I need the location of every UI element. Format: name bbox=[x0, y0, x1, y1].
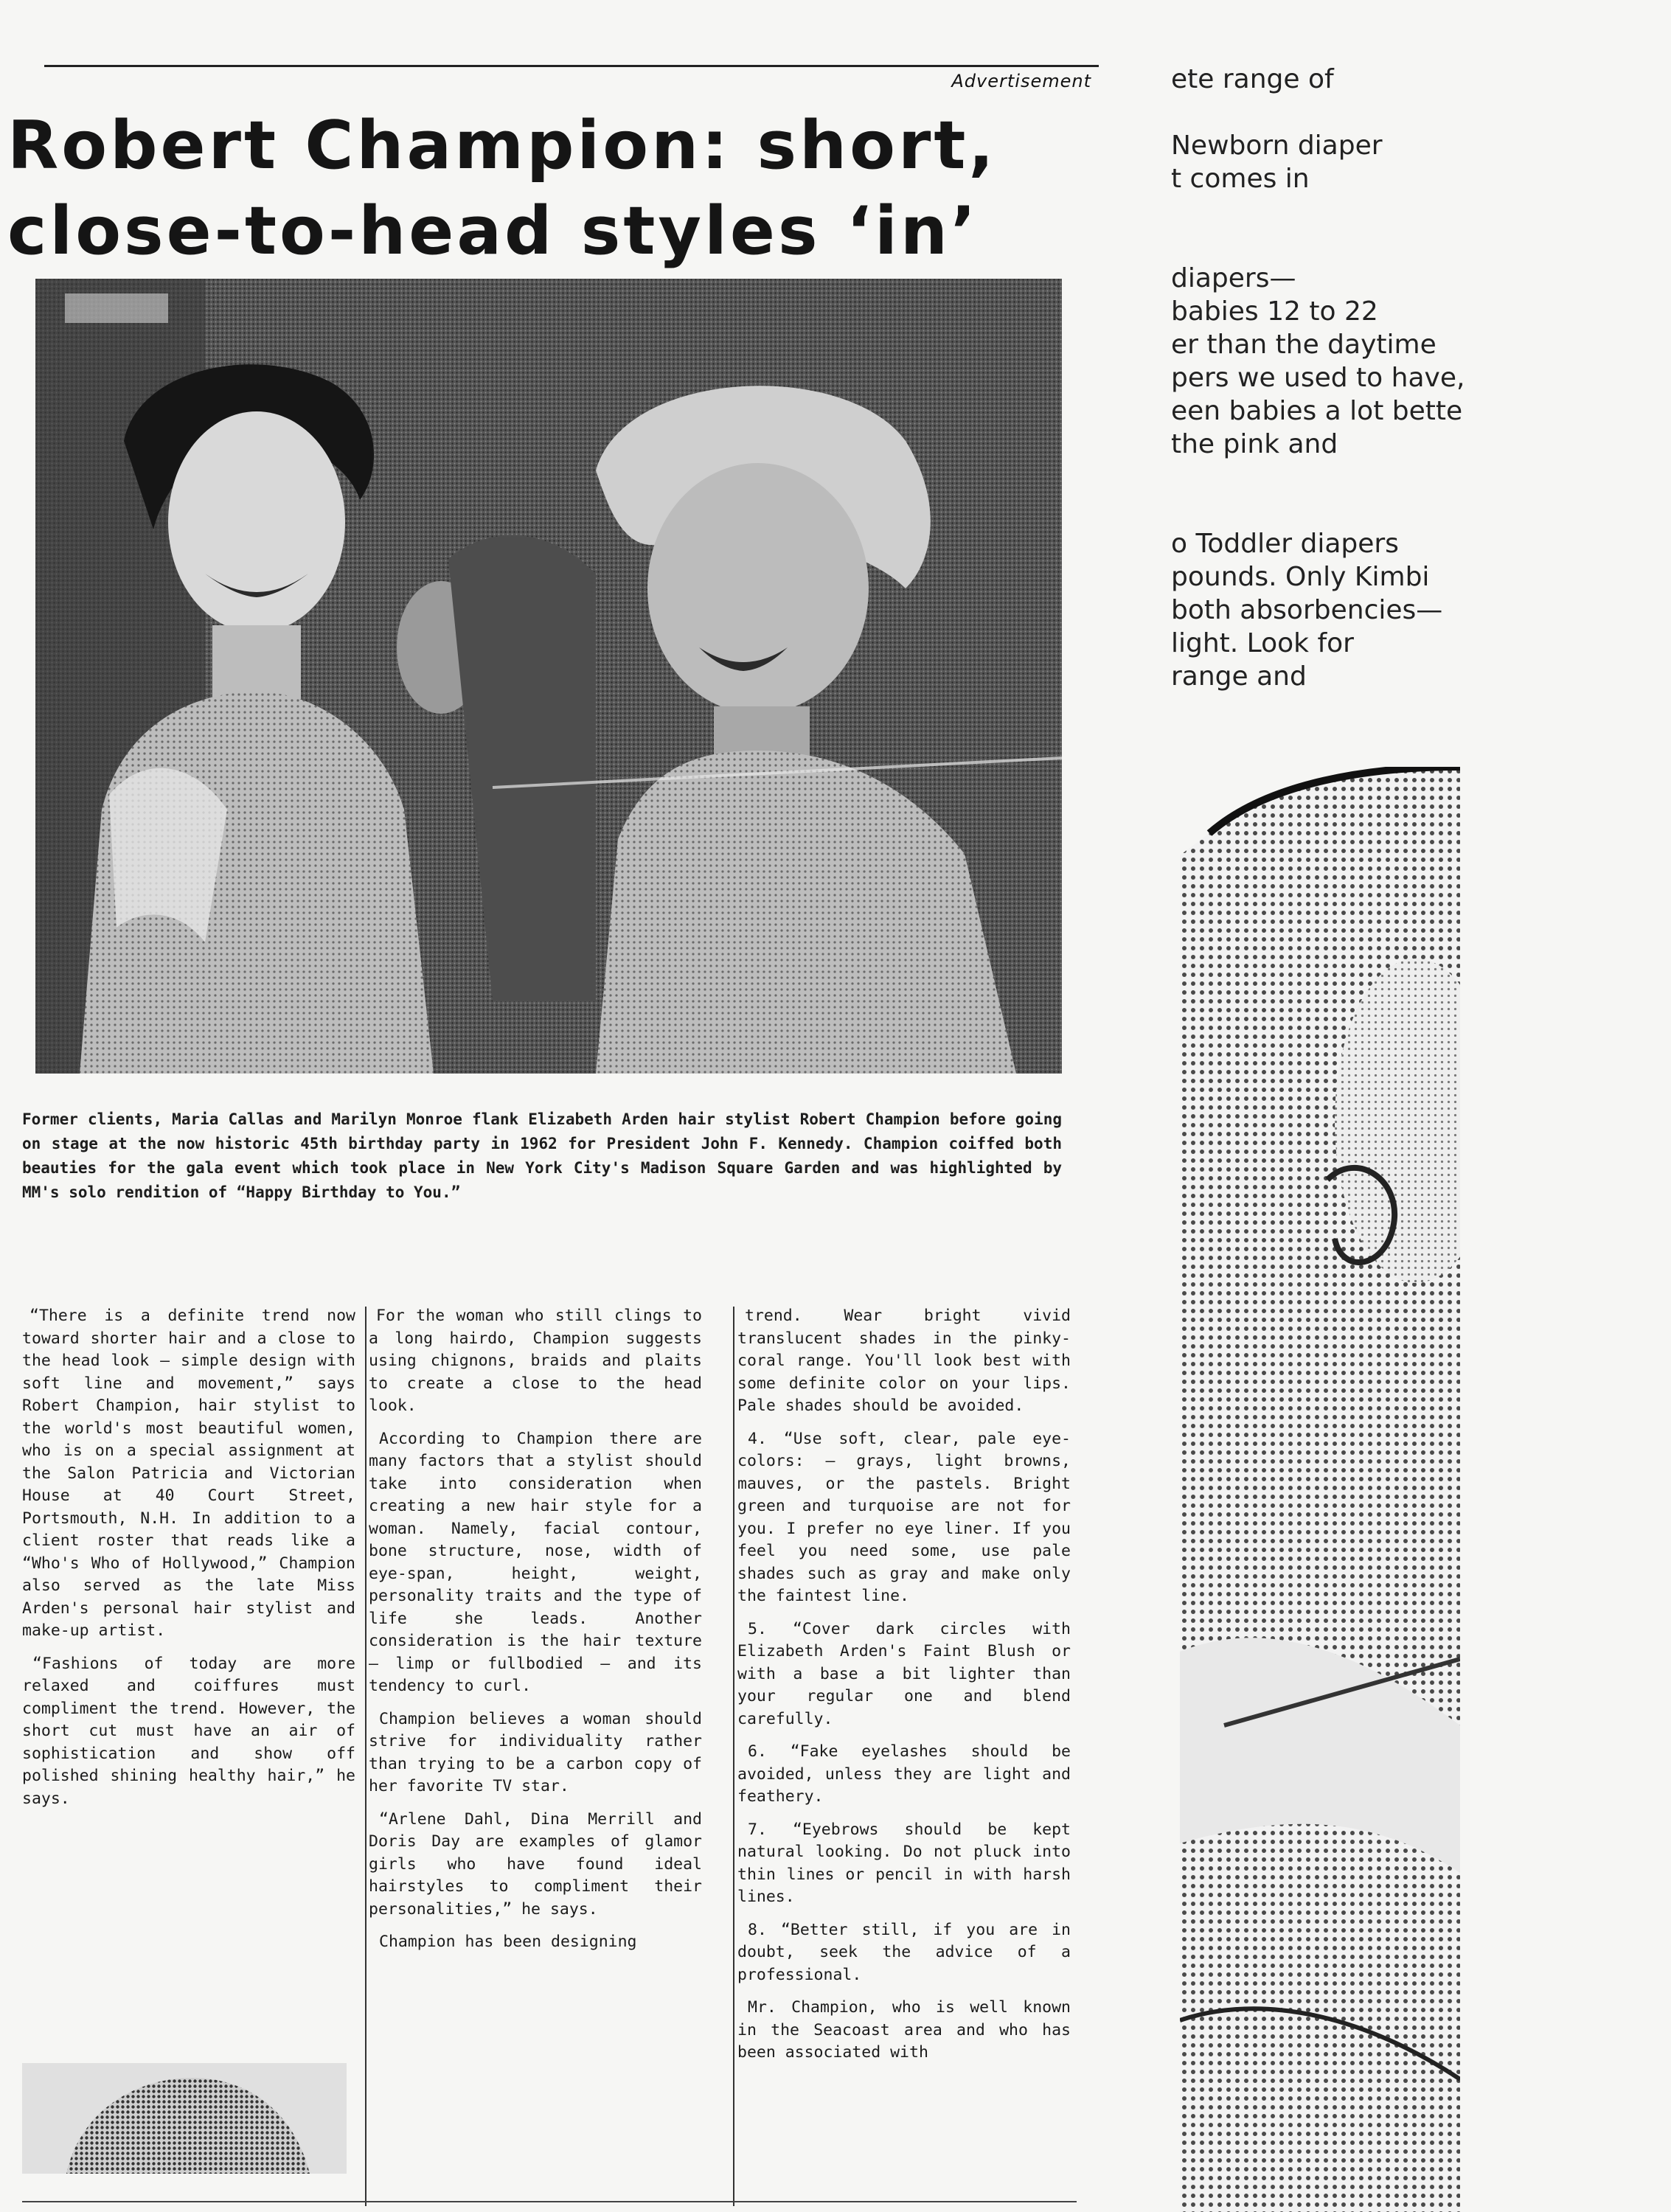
ad-line: t comes in bbox=[1171, 164, 1310, 194]
ad-line bbox=[1171, 195, 1488, 229]
top-rule bbox=[44, 65, 1099, 67]
paragraph: Champion has been designing bbox=[379, 1933, 637, 1951]
article-column-3 bbox=[737, 1305, 1071, 2190]
ad-line: the pink and bbox=[1171, 429, 1338, 459]
paragraph: trend. Wear bright vivid translucent shades in the pinky-coral range. You'll look best with some definite color on your lips. Pale shades should be avoided. bbox=[737, 1307, 1071, 1415]
ad-line: Newborn diaper bbox=[1171, 131, 1383, 161]
paragraph: 5. “Cover dark circles with Elizabeth Arden's Faint Blush or with a base a bit lighter than your regular one and blend carefully. bbox=[737, 1619, 1071, 1728]
paragraph: For the woman who still clings to a long hairdo, Champion suggests using chignons, braids and plaits to create a close to the head look. bbox=[369, 1307, 702, 1415]
news-photo bbox=[35, 279, 1062, 1074]
halftone-photo-fragment bbox=[22, 2063, 347, 2174]
ad-line: range and bbox=[1171, 661, 1307, 692]
paragraph: 6. “Fake eyelashes should be avoided, unless they are light and feathery. bbox=[737, 1742, 1071, 1806]
ad-line bbox=[1171, 461, 1488, 494]
ad-line: er than the daytime bbox=[1171, 330, 1436, 360]
photo-caption: Former clients, Maria Callas and Marilyn Monroe flank Elizabeth Arden hair stylist Robert Champion before going on stage at the now historic 45th birthday party in 1962 for President John F. Kennedy. Champion coiffed both beauties for the gala event which took place in New York City's Madison Square Garden and was highlighted by MM's solo rendition of “Happy Birthday to You.” bbox=[22, 1110, 1062, 1201]
paragraph: Mr. Champion, who is well known in the Seacoast area and who has been associated with bbox=[737, 1998, 1071, 2062]
advertisement-label: Advertisement bbox=[951, 71, 1091, 91]
paragraph: 7. “Eyebrows should be kept natural looking. Do not pluck into thin lines or pencil in with harsh lines. bbox=[737, 1820, 1071, 1906]
news-photo-illustration bbox=[35, 279, 1062, 1074]
halftone-baby-illustration bbox=[1180, 767, 1460, 2212]
headline bbox=[7, 103, 1099, 274]
headline-line-2: close-to-head styles ‘in’ bbox=[7, 192, 979, 270]
article-columns bbox=[22, 1305, 1099, 2190]
bottom-rule bbox=[22, 2201, 1077, 2202]
article-column-1 bbox=[22, 1305, 355, 2190]
article-column-2 bbox=[369, 1305, 702, 2190]
headline-line-1: Robert Champion: short, bbox=[7, 107, 997, 184]
paragraph: According to Champion there are many factors that a stylist should take into consideration when creating a new hair style for a woman. Namely, facial contour, bone structure, nose, width of eye-span, height, weight, personality traits and the type of life she leads. Another consideration is the hair texture — limp or fullbodied — and its tendency to curl. bbox=[369, 1429, 702, 1695]
ad-line: both absorbencies— bbox=[1171, 595, 1443, 625]
ad-line: pers we used to have, bbox=[1171, 363, 1465, 393]
ad-line: o Toddler diapers bbox=[1171, 529, 1399, 559]
ad-line bbox=[1171, 494, 1488, 527]
paragraph: 4. “Use soft, clear, pale eye-colors: — grays, light browns, mauves, or the pastels. Bright green and turquoise are not for you. I prefer no eye liner. If you feel you need some, use pale shades such as gray and make only the faintest line. bbox=[737, 1429, 1071, 1605]
paragraph: 8. “Better still, if you are in doubt, seek the advice of a professional. bbox=[737, 1920, 1071, 1984]
ad-line: een babies a lot bette bbox=[1171, 396, 1463, 426]
ad-line: ete range of bbox=[1171, 64, 1334, 94]
paragraph: Champion believes a woman should strive for individuality rather than trying to be a carbon copy of her favorite TV star. bbox=[369, 1709, 702, 1795]
ad-line: babies 12 to 22 bbox=[1171, 296, 1378, 327]
paragraph: “There is a definite trend now toward shorter hair and a close to the head look — simple design with soft line and movement,” says Robert Champion, hair stylist to the world's most beautiful women, who is on a special assignment at the Salon Patricia and Victorian House at 40 Court Street, Portsmouth, N.H. In addition to a client roster that reads like a “Who's Who of Hollywood,” Champion also served as the late Miss Arden's personal hair stylist and make-up artist. bbox=[22, 1307, 355, 1640]
paragraph: “Fashions of today are more relaxed and coiffures must compliment the trend. However, the short cut must have an air of sophistication and show off polished shining healthy hair,” he says. bbox=[22, 1654, 355, 1808]
ad-line bbox=[1171, 96, 1488, 129]
ad-line: light. Look for bbox=[1171, 628, 1354, 658]
ad-line: pounds. Only Kimbi bbox=[1171, 562, 1430, 592]
paragraph: “Arlene Dahl, Dina Merrill and Doris Day are examples of glamor girls who have found ideal hairstyles to compliment their personalities,” he says. bbox=[369, 1809, 702, 1919]
ad-line: diapers— bbox=[1171, 263, 1296, 293]
ad-line bbox=[1171, 229, 1488, 262]
advertisement-text-fragment bbox=[1171, 63, 1488, 693]
